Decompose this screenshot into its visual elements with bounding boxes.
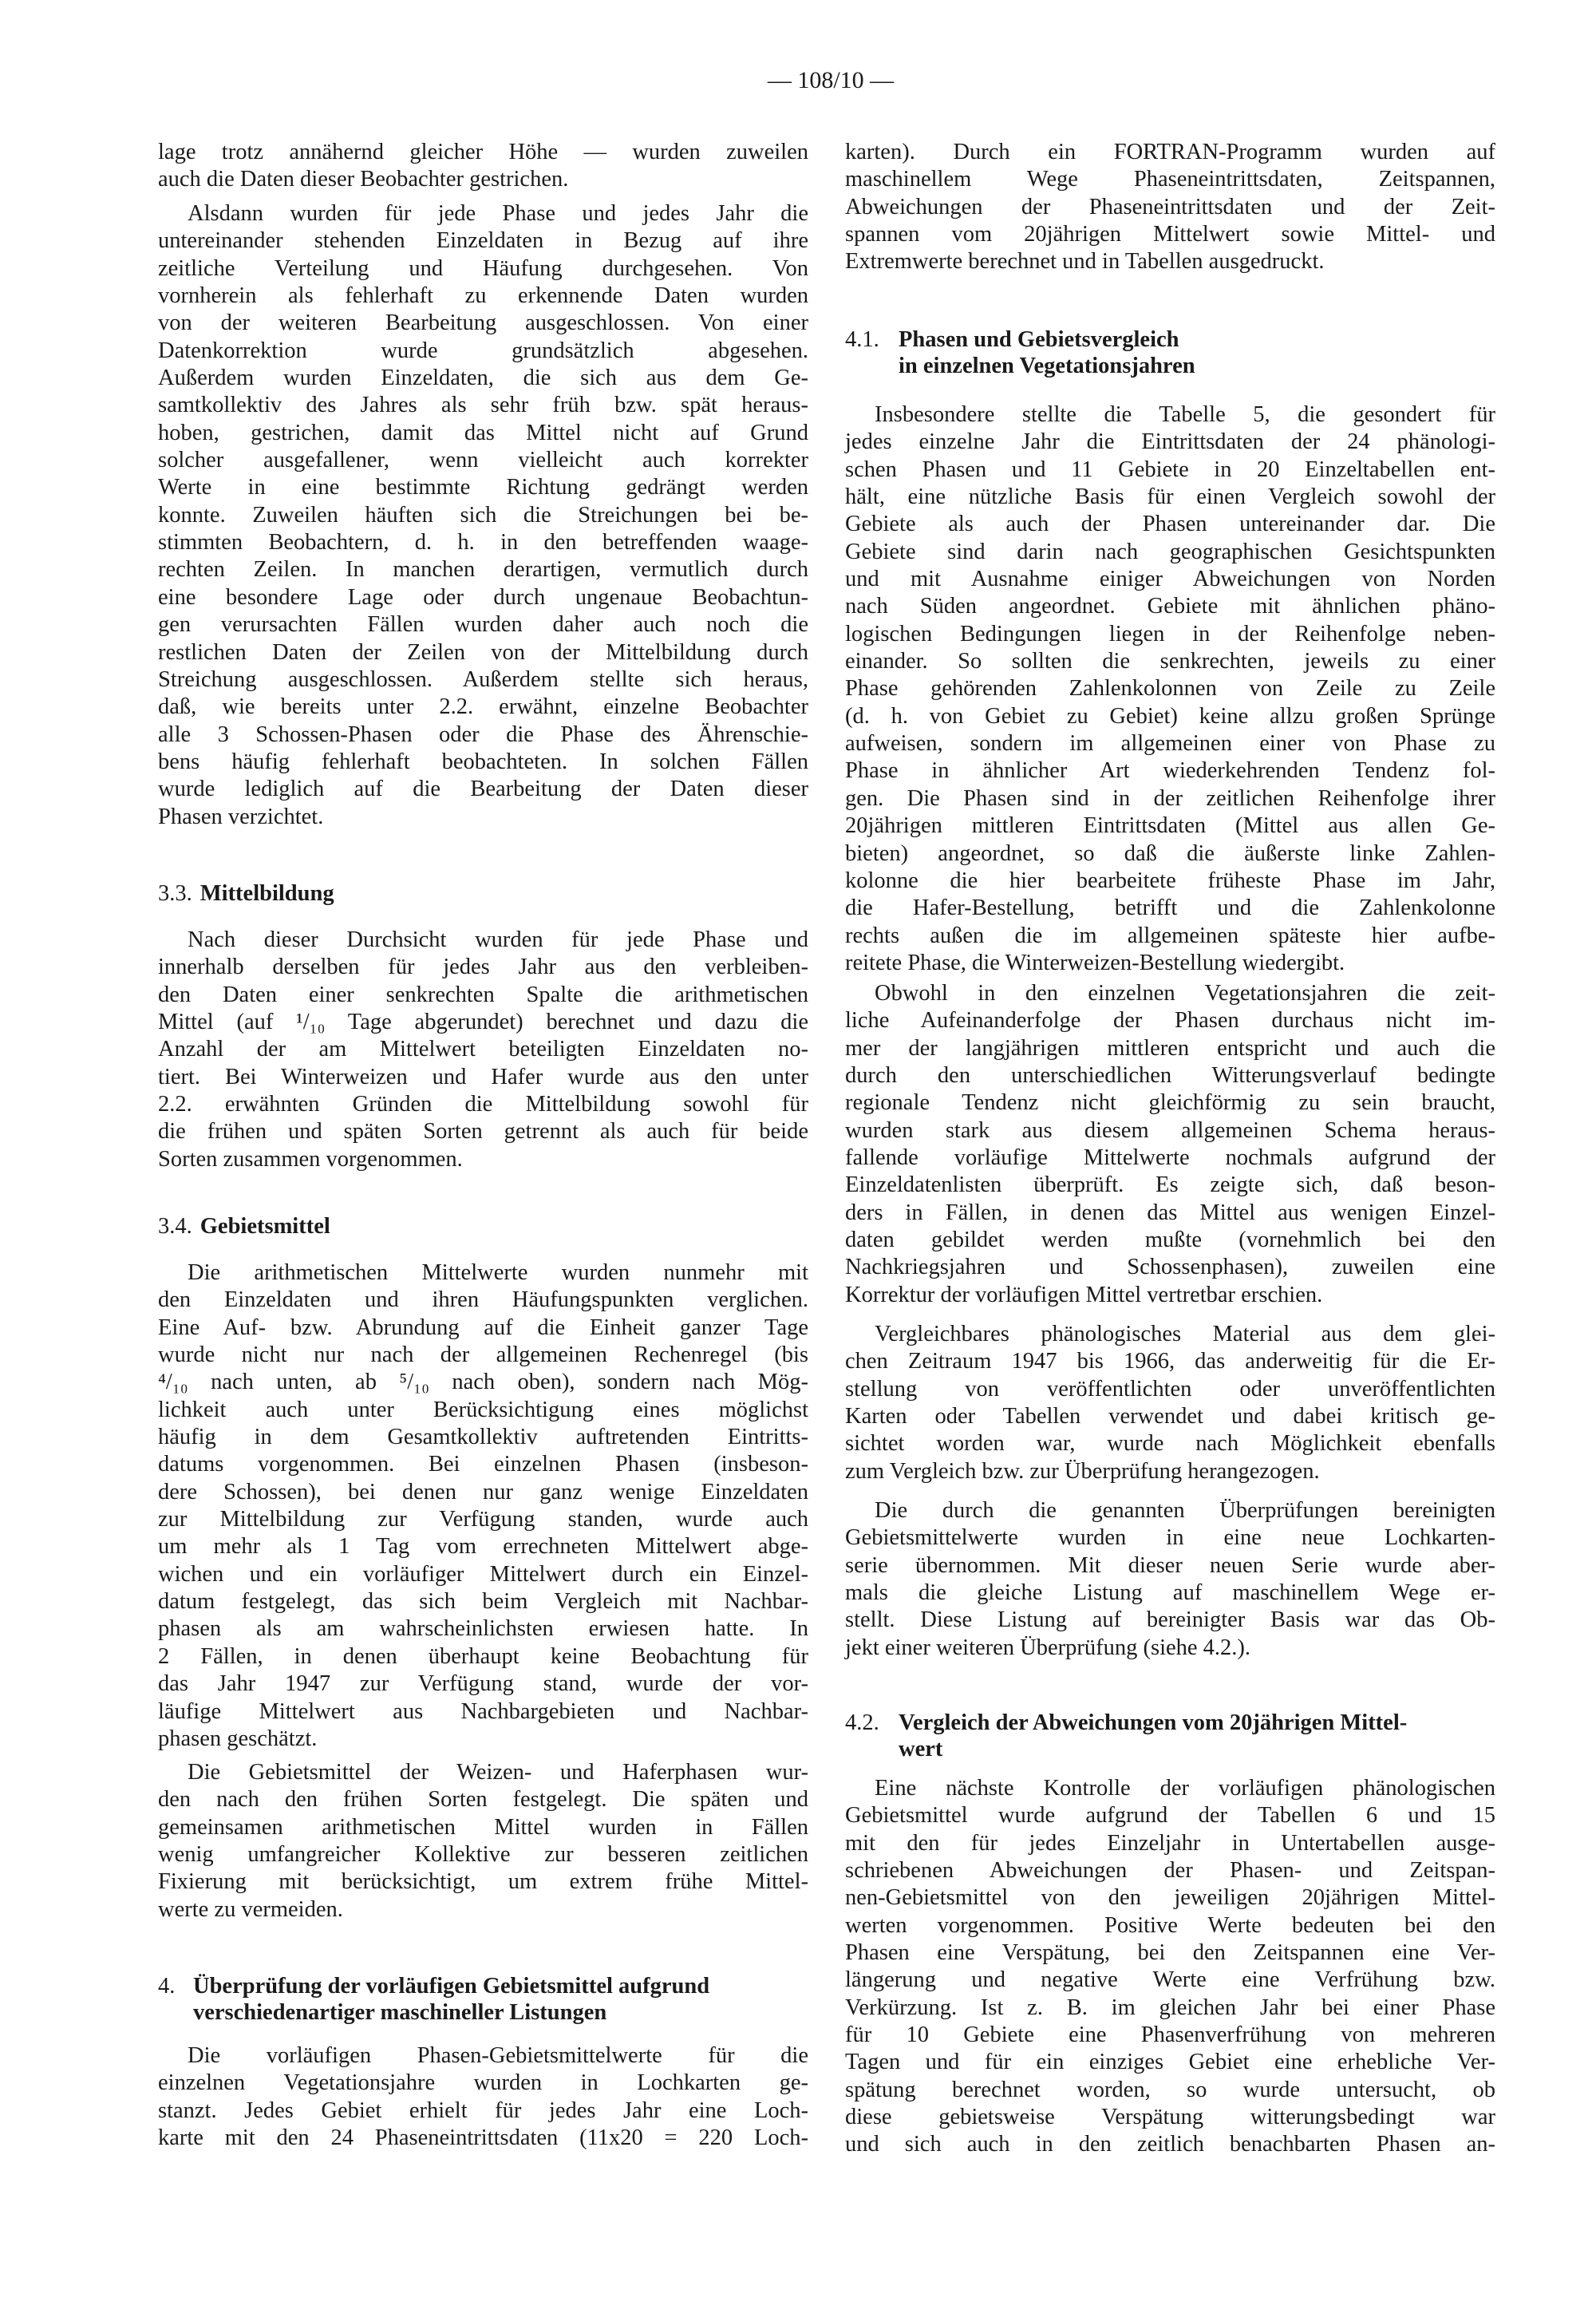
section-title: in einzelnen Vegetationsjahren <box>899 354 1195 378</box>
heading-line <box>845 353 1495 379</box>
text-line: den Daten einer senkrechten Spalte die arithmetischen <box>158 982 808 1007</box>
text-line: rechts außen die im allgemeinen späteste hier aufbe- <box>845 923 1495 948</box>
text-line: Nachkriegsjahren und Schossenphasen), zuweilen eine <box>845 1255 1495 1280</box>
text-line: sichtet worden war, wurde nach Möglichkeit ebenfalls <box>845 1431 1495 1457</box>
paragraph <box>158 139 808 194</box>
text-line: Vergleichbares phänologisches Material aus dem glei- <box>875 1322 1495 1346</box>
text-line: stanzt. Jedes Gebiet erhielt für jedes Jahr eine Loch- <box>158 2098 808 2123</box>
text-line: durch den unterschiedlichen Witterungsverlauf bedingte <box>845 1063 1495 1089</box>
text-line: längerung und negative Werte eine Verfrühung bzw. <box>845 1967 1495 1993</box>
text-line: stellt. Diese Listung auf bereinigter Basis war das Ob- <box>845 1607 1495 1633</box>
paragraph <box>158 2042 808 2152</box>
text-line: Phasen eine Verspätung, bei den Zeitspannen eine Ver- <box>845 1940 1495 1966</box>
text-line: die Hafer-Bestellung, betrifft und die Zahlenkolonne <box>845 896 1495 921</box>
text-line: wurden stark aus diesem allgemeinen Schema heraus- <box>845 1117 1495 1143</box>
text-line: Tagen und für ein einziges Gebiet eine erhebliche Ver- <box>845 2050 1495 2075</box>
text-line: Mittel (auf ¹/₁₀ Tage abgerundet) berechnet und dazu die <box>158 1010 808 1035</box>
text-line: Die durch die genannten Überprüfungen bereinigten <box>875 1498 1495 1523</box>
text-line: Phasen verzichtet. <box>158 804 324 829</box>
text-line: gen. Die Phasen sind in der zeitlichen Reihenfolge ihrer <box>845 785 1495 811</box>
paragraph <box>845 139 1495 276</box>
text-line: wenig umfangreicher Kollektive zur besseren zeitlichen <box>158 1842 808 1868</box>
text-line: restlichen Daten der Zeilen von der Mittelbildung durch <box>158 639 808 665</box>
text-line: nach Süden angeordnet. Gebiete mit ähnlichen phäno- <box>845 594 1495 619</box>
text-line: untereinander stehenden Einzeldaten in Bezug auf ihre <box>158 228 808 254</box>
section-number: 3.3. <box>158 881 192 906</box>
text-line: hält, eine nützliche Basis für einen Vergleich sowohl der <box>845 484 1495 510</box>
section-title: wert <box>899 1737 943 1761</box>
text-line: einzelnen Vegetationsjahre wurden in Lochkarten ge- <box>158 2070 808 2096</box>
text-line: Fixierung mit berücksichtigt, um extrem frühe Mittel- <box>158 1869 808 1895</box>
section-heading <box>158 1973 808 2026</box>
text-line: bens häufig fehlerhaft beobachteten. In solchen Fällen <box>158 749 808 774</box>
section-title: Überprüfung der vorläufigen Gebietsmittel aufgrund <box>193 1974 710 1999</box>
text-line: phasen geschätzt. <box>158 1726 318 1751</box>
text-line: von der weiteren Bearbeitung ausgeschlossen. Von einer <box>158 310 808 336</box>
text-line: jedes einzelne Jahr die Eintrittsdaten der 24 phänologi- <box>845 429 1495 455</box>
text-line: werte zu vermeiden. <box>158 1896 343 1922</box>
text-line: aufweisen, sondern im allgemeinen einer von Phase zu <box>845 731 1495 757</box>
text-line: ders in Fällen, in denen das Mittel aus wenigen Einzel- <box>845 1200 1495 1225</box>
text-line: wurde lediglich auf die Bearbeitung der Daten dieser <box>158 777 808 802</box>
text-line: Die Gebietsmittel der Weizen- und Haferphasen wur- <box>188 1760 808 1785</box>
text-line: Phase gehörenden Zahlenkolonnen von Zeile zu Zeile <box>845 676 1495 702</box>
text-line: chen Zeitraum 1947 bis 1966, das anderweitig für die Er- <box>845 1349 1495 1374</box>
text-line: Sorten zusammen vorgenommen. <box>158 1146 463 1172</box>
text-line: lichkeit auch unter Berücksichtigung eines möglichst <box>158 1397 808 1422</box>
text-line: samtkollektiv des Jahres als sehr früh bzw. spät heraus- <box>158 393 808 418</box>
text-line: tiert. Bei Winterweizen und Hafer wurde aus den unter <box>158 1064 808 1089</box>
text-line: Phase in ähnlicher Art wiederkehrenden Tendenz fol- <box>845 758 1495 784</box>
text-line: hoben, gestrichen, damit das Mittel nicht auf Grund <box>158 420 808 445</box>
text-line: (d. h. von Gebiet zu Gebiet) keine allzu großen Sprünge <box>845 703 1495 729</box>
text-line: wichen und ein vorläufiger Mittelwert durch ein Einzel- <box>158 1561 808 1587</box>
paragraph <box>845 1321 1495 1485</box>
section-title: Gebietsmittel <box>200 1214 330 1239</box>
text-line: gemeinsamen arithmetischen Mittel wurden in Fällen <box>158 1814 808 1840</box>
text-line: spannen vom 20jährigen Mittelwert sowie Mittel- und <box>845 222 1495 247</box>
paragraph <box>845 1497 1495 1662</box>
text-line: daten gebildet werden mußte (vornehmlich bei den <box>845 1228 1495 1253</box>
section-heading <box>845 326 1495 379</box>
text-line: zum Vergleich bzw. zur Überprüfung herangezogen. <box>845 1458 1320 1484</box>
text-line: diese gebietsweise Verspätung witterungsbedingt war <box>845 2105 1495 2130</box>
paragraph <box>158 927 808 1173</box>
text-line: werten vorgenommen. Positive Werte bedeuten bei den <box>845 1912 1495 1938</box>
text-line: um mehr als 1 Tag vom errechneten Mittelwert abge- <box>158 1534 808 1560</box>
text-line: einander. So sollten die senkrechten, jeweils zu einer <box>845 649 1495 674</box>
section-title: verschiedenartiger maschineller Listungen <box>193 2000 607 2025</box>
text-line: und sich auch in den zeitlich benachbarten Phasen an- <box>845 2132 1495 2157</box>
text-line: solcher ausgefallener, wenn vielleicht auch korrekter <box>158 448 808 473</box>
paragraph <box>158 1259 808 1753</box>
text-line: ⁴/₁₀ nach unten, ab ⁵/₁₀ nach oben), sondern nach Mög- <box>158 1370 808 1395</box>
text-line: vornherein als fehlerhaft zu erkennende Daten wurden <box>158 283 808 309</box>
text-line: eine besondere Lage oder durch ungenaue Beobachtun- <box>158 584 808 610</box>
text-line: 20jährigen mittleren Eintrittsdaten (Mittel aus allen Ge- <box>845 813 1495 839</box>
text-line: schriebenen Abweichungen der Phasen- und Zeitspan- <box>845 1858 1495 1884</box>
text-line: zeitliche Verteilung und Häufung durchgesehen. Von <box>158 255 808 281</box>
heading-line <box>158 1999 808 2026</box>
text-line: datums vorgenommen. Bei einzelnen Phasen (insbeson- <box>158 1452 808 1477</box>
page-number: — 108/10 — <box>767 67 895 93</box>
text-line: 2.2. erwähnten Gründen die Mittelbildung sowohl für <box>158 1092 808 1117</box>
text-line: regionale Tendenz nicht gleichförmig zu sein braucht, <box>845 1090 1495 1116</box>
section-number: 4.2. <box>845 1710 879 1735</box>
paragraph <box>158 200 808 831</box>
heading-line <box>845 1736 1495 1762</box>
text-line: Streichung ausgeschlossen. Außerdem stellte sich heraus, <box>158 666 808 692</box>
text-line: mals die gleiche Listung auf maschinellem Wege er- <box>845 1580 1495 1606</box>
text-line: dere Schossen), bei denen nur ganz wenige Einzeldaten <box>158 1479 808 1504</box>
text-line: mit den für jedes Einzeljahr in Untertabellen ausge- <box>845 1830 1495 1856</box>
paragraph <box>845 401 1495 977</box>
text-line: karten). Durch ein FORTRAN-Programm wurden auf <box>845 140 1495 164</box>
text-line: kolonne die hier bearbeitete früheste Phase im Jahr, <box>845 868 1495 893</box>
paragraph <box>845 1775 1495 2159</box>
paragraph <box>158 1759 808 1924</box>
text-line: stellung von veröffentlichten oder unveröffentlichten <box>845 1376 1495 1402</box>
section-title: Phasen und Gebietsvergleich <box>899 327 1179 352</box>
text-line: karte mit den 24 Phaseneintrittsdaten (11x20 = 220 Loch- <box>158 2125 808 2151</box>
text-line: Eine Auf- bzw. Abrundung auf die Einheit ganzer Tage <box>158 1315 808 1340</box>
text-line: läufige Mittelwert aus Nachbargebieten und Nachbar- <box>158 1698 808 1724</box>
text-line: logischen Bedingungen liegen in der Reihenfolge neben- <box>845 621 1495 646</box>
text-line: das Jahr 1947 zur Verfügung stand, wurde der vor- <box>158 1671 808 1697</box>
text-line: phasen als am wahrscheinlichsten erwiesen hatte. In <box>158 1616 808 1642</box>
text-line: Gebietsmittelwerte wurden in eine neue Lochkarten- <box>845 1525 1495 1551</box>
heading-line <box>158 1213 808 1240</box>
text-line: Einzeldatenlisten überprüft. Es zeigte sich, daß beson- <box>845 1172 1495 1198</box>
section-number: 4.1. <box>845 327 879 352</box>
text-line: stimmten Beobachtern, d. h. in den betreffenden waage- <box>158 530 808 556</box>
text-line: wurde nicht nur nach der allgemeinen Rechenregel (bis <box>158 1342 808 1368</box>
text-line: Verkürzung. Ist z. B. im gleichen Jahr bei einer Phase <box>845 1995 1495 2020</box>
text-line: Gebietsmittel wurde aufgrund der Tabellen 6 und 15 <box>845 1803 1495 1829</box>
section-title: Vergleich der Abweichungen vom 20jährigen Mittel- <box>899 1710 1408 1735</box>
text-line: die frühen und späten Sorten getrennt als auch für beide <box>158 1119 808 1145</box>
text-line: Alsdann wurden für jede Phase und jedes Jahr die <box>188 201 808 226</box>
text-line: Gebiete als auch der Phasen untereinander dar. Die <box>845 512 1495 537</box>
text-line: datum festgelegt, das sich beim Vergleich mit Nachbar- <box>158 1589 808 1615</box>
heading-line <box>845 326 1495 353</box>
section-number: 4. <box>158 1974 176 1999</box>
text-line: nen-Gebietsmittel von den jeweiligen 20jährigen Mittel- <box>845 1885 1495 1911</box>
text-line: Die vorläufigen Phasen-Gebietsmittelwerte für die <box>188 2043 808 2068</box>
text-line: und mit Ausnahme einiger Abweichungen von Norden <box>845 567 1495 592</box>
text-line: alle 3 Schossen-Phasen oder die Phase des Ährenschie- <box>158 722 808 747</box>
text-line: Die arithmetischen Mittelwerte wurden nunmehr mit <box>188 1260 808 1285</box>
text-line: Außerdem wurden Einzeldaten, die sich aus dem Ge- <box>158 366 808 391</box>
text-line: reitete Phase, die Winterweizen-Bestellung wiedergibt. <box>845 950 1345 975</box>
text-line: auch die Daten dieser Beobachter gestrichen. <box>158 167 569 192</box>
section-heading <box>158 1213 808 1240</box>
text-line: mer der langjährigen mittleren entspricht und auch die <box>845 1035 1495 1061</box>
heading-line <box>845 1710 1495 1736</box>
text-line: Korrektur der vorläufigen Mittel vertretbar erschien. <box>845 1282 1323 1307</box>
text-line: Anzahl der am Mittelwert beteiligten Einzeldaten no- <box>158 1037 808 1062</box>
text-line: den nach den frühen Sorten festgelegt. Die späten und <box>158 1787 808 1813</box>
text-line: Werte in eine bestimmte Richtung gedrängt werden <box>158 475 808 500</box>
text-line: liche Aufeinanderfolge der Phasen durchaus nicht im- <box>845 1008 1495 1034</box>
text-line: Insbesondere stellte die Tabelle 5, die gesondert für <box>875 402 1495 427</box>
heading-line <box>158 1973 808 1999</box>
text-line: 2 Fällen, in denen überhaupt keine Beobachtung für <box>158 1643 808 1669</box>
section-title: Mittelbildung <box>200 881 334 906</box>
text-line: maschinellem Wege Phaseneintrittsdaten, Zeitspannen, <box>845 167 1495 192</box>
text-line: lage trotz annähernd gleicher Höhe — wurden zuweilen <box>158 140 808 164</box>
text-line: Abweichungen der Phaseneintrittsdaten und der Zeit- <box>845 194 1495 219</box>
text-line: Obwohl in den einzelnen Vegetationsjahren die zeit- <box>875 981 1495 1006</box>
text-line: zur Mittelbildung zur Verfügung standen, wurde auch <box>158 1507 808 1532</box>
text-line: innerhalb derselben für jedes Jahr aus den verbleiben- <box>158 955 808 980</box>
text-line: rechten Zeilen. In manchen derartigen, vermutlich durch <box>158 557 808 583</box>
text-line: fallende vorläufige Mittelwerte nochmals aufgrund der <box>845 1145 1495 1171</box>
text-line: jekt einer weiteren Überprüfung (siehe 4.2.). <box>845 1635 1251 1660</box>
text-line: serie übernommen. Mit dieser neuen Serie wurde aber- <box>845 1552 1495 1578</box>
paragraph <box>845 980 1495 1309</box>
section-number: 3.4. <box>158 1214 192 1239</box>
text-line: Extremwerte berechnet und in Tabellen ausgedruckt. <box>845 249 1325 275</box>
text-line: für 10 Gebiete eine Phasenverfrühung von mehreren <box>845 2022 1495 2048</box>
text-line: häufig in dem Gesamtkollektiv auftretenden Eintritts- <box>158 1425 808 1450</box>
text-line: Karten oder Tabellen verwendet und dabei kritisch ge- <box>845 1404 1495 1429</box>
text-line: bieten) angeordnet, so daß die äußerste linke Zahlen- <box>845 840 1495 866</box>
text-line: daß, wie bereits unter 2.2. erwähnt, einzelne Beobachter <box>158 694 808 720</box>
section-heading <box>158 880 808 907</box>
text-line: schen Phasen und 11 Gebiete in 20 Einzeltabellen ent- <box>845 457 1495 482</box>
section-heading <box>845 1710 1495 1762</box>
heading-line <box>158 880 808 907</box>
text-line: konnte. Zuweilen häuften sich die Streichungen bei be- <box>158 502 808 528</box>
text-line: spätung berechnet worden, so wurde untersucht, ob <box>845 2077 1495 2102</box>
text-line: gen verursachten Fällen wurden daher auch noch die <box>158 612 808 638</box>
text-line: Gebiete sind darin nach geographischen Gesichtspunkten <box>845 539 1495 564</box>
text-line: Nach dieser Durchsicht wurden für jede Phase und <box>188 927 808 952</box>
text-line: Eine nächste Kontrolle der vorläufigen phänologischen <box>875 1776 1495 1801</box>
text-line: Datenkorrektion wurde grundsätzlich abgesehen. <box>158 338 808 363</box>
text-line: den Einzeldaten und ihren Häufungspunkten verglichen. <box>158 1287 808 1313</box>
